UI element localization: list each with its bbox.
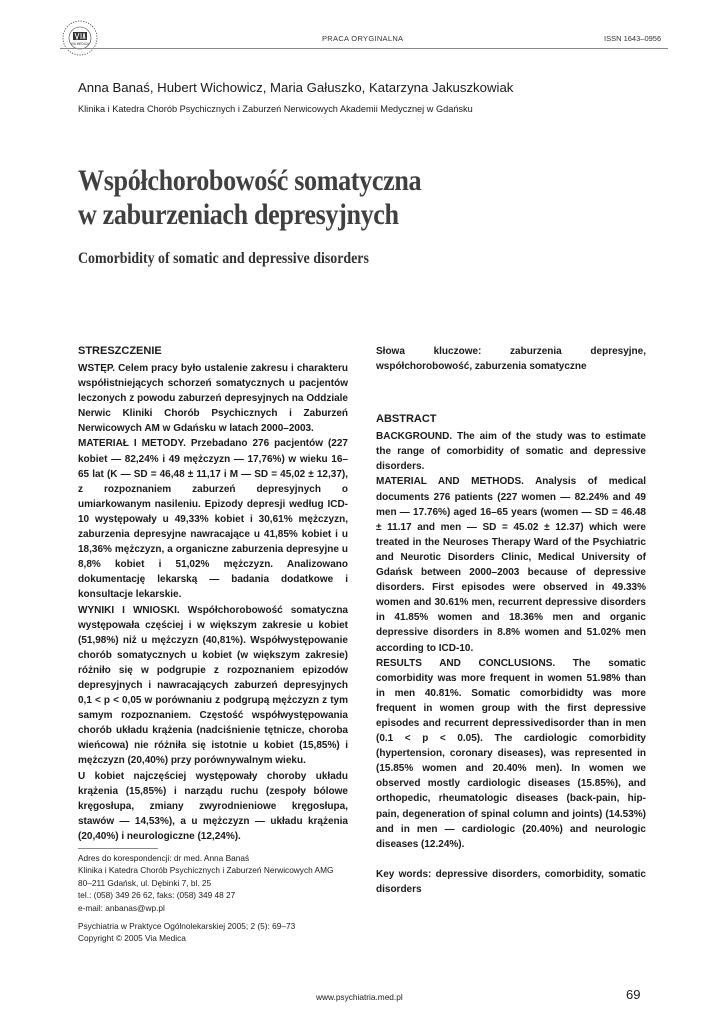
correspondence-footnote <box>78 852 368 945</box>
footnote-line: Klinika i Katedra Chorób Psychicznych i Zaburzeń Nerwicowych AMG <box>78 865 334 876</box>
slowa-kluczowe: Słowa kluczowe: zaburzenia depresyjne, współchorobowość, zaburzenia somatyczne <box>376 346 646 373</box>
journal-url[interactable]: www.psychiatria.med.pl <box>316 992 403 1002</box>
streszczenie-heading: STRESZCZENIE <box>78 345 162 357</box>
abstract-heading: ABSTRACT <box>376 413 437 426</box>
footnote-line: 80–211 Gdańsk, ul. Dębinki 7, bl. 25 <box>78 877 212 888</box>
article-title <box>78 164 421 232</box>
key-words: Key words: depressive disorders, comorbidity, somatic disorders <box>376 868 646 895</box>
footnote-email[interactable]: e-mail: anbanas@wp.pl <box>78 902 165 913</box>
streszczenie-metody: MATERIAŁ I METODY. Przebadano 276 pacjentów (227 kobiet — 82,24% i 49 mężczyzn — 17,76%) w wieku 16–65 lat (K — SD = 46,48 ± 11,17 i M — SD = 45,02 ± 12,37), z rozpoznaniem zaburzeń depresyjnych o umiarkowanym nasileniu. Epizody depresji według ICD-10 występowały u 49,33% kobiet i 30,61% mężczyzn, zaburzenia depresyjne nawracające u 41,85% kobiet i u 18,36% mężczyzn, a organiczne zaburzenia depresyjne u 8,8% kobiet i 51,02% mężczyzn. Analizowano dokumentację lekarską — badania dodatkowe i konsultacje lekarskie. <box>78 438 348 601</box>
footnote-line: Adres do korespondencji: dr med. Anna Banaś <box>78 853 250 863</box>
page-number: 69 <box>626 987 641 1002</box>
svg-text:VIA MEDICA: VIA MEDICA <box>70 42 90 46</box>
issn: ISSN 1643–0956 <box>604 34 662 43</box>
footnote-line: tel.: (058) 349 26 62, faks: (058) 349 48 27 <box>78 890 236 901</box>
abstract-background: BACKGROUND. The aim of the study was to estimate the range of comorbidity of somatic and depressive disorders. <box>376 431 646 473</box>
abstract-column <box>376 344 646 897</box>
article-subtitle: Comorbidity of somatic and depressive disorders <box>78 250 369 267</box>
section-label: PRACA ORYGINALNA <box>322 34 404 43</box>
abstract-results: RESULTS AND CONCLUSIONS. The somatic comorbidity was more frequent in women 51.98% than in men 40.81%. Somatic comorbididty was more frequent in women group with the first depressive episodes and recurrent depressivedisorder than in men (0.1 < p < 0.05). The cardiologic comorbidity (hypertension, coronary diseases), was represented in (15.85% women and 20.40% men). In women we observed mostly cardiologic diseases (15.85%), and orthopedic, rheumatologic diseases (back-pain, hip-pain, degeneration of spinal column and joints) (14.53%) and in men — cardiologic (20.40%) and neurologic diseases (12.24%). <box>376 657 646 850</box>
affiliation: Klinika i Katedra Chorób Psychicznych i Zaburzeń Nerwicowych Akademii Medycznej w Gdańsku <box>78 104 473 114</box>
header-divider <box>60 48 668 49</box>
streszczenie-wstep: WSTĘP. Celem pracy było ustalenie zakresu i charakteru współistniejących schorzeń somatycznych u pacjentów leczonych z powodu zaburzeń depresyjnych na Oddziale Nerwic Kliniki Chorób Psychicznych i Zaburzeń Nerwicowych AM w Gdańsku w latach 2000–2003. <box>78 363 348 435</box>
streszczenie-column <box>78 344 348 844</box>
streszczenie-wyniki-cont: U kobiet najczęściej występowały choroby układu krążenia (15,85%) i narządu ruchu (zespoły bólowe kręgosłupa, zmiany zwyrodnieniowe kręgosłupa, stawów — 14,53%), a u mężczyzn — układu krążenia (20,40%) i neurologiczne (12,24%). <box>78 770 348 842</box>
citation: Psychiatria w Praktyce Ogólnolekarskiej 2005; 2 (5): 69–73 <box>78 921 296 932</box>
title-line-2: w zaburzeniach depresyjnych <box>78 198 399 231</box>
via-medica-logo <box>60 18 100 58</box>
copyright: Copyright © 2005 Via Medica <box>78 933 186 944</box>
authors: Anna Banaś, Hubert Wichowicz, Maria Gałuszko, Katarzyna Jakuszkowiak <box>78 80 514 95</box>
title-line-1: Współchorobowość somatyczna <box>78 164 422 197</box>
abstract-methods: MATERIAL AND METHODS. Analysis of medical documents 276 patients (227 women — 82.24% and 49 men — 17.76%) aged 16–65 years (women — SD = 46.48 ± 11.17 and men — SD = 45.02 ± 12.37) which were treated in the Neuroses Therapy Ward of the Psychiatric and Neurotic Disorders Clinic, Medical University of Gdańsk between 2000–2003 because of depressive disorders. First episodes were observed in 49.33% women and 30.61% men, recurrent depressive disorders in 41.85% women and 18.36% men and organic depressive disorders in 8.8% women and 51.02% men according to ICD-10. <box>376 476 646 654</box>
footnote-divider <box>78 848 158 849</box>
streszczenie-wyniki: WYNIKI I WNIOSKI. Współchorobowość somatyczna występowała częściej i w większym zakresie u kobiet (51,98%) niż u mężczyzn (40,81%). Współwystępowanie chorób somatycznych u kobiet (w większym zakresie) różniło się w podgrupie z rozpoznaniem epizodów depresyjnych i nawracających zaburzeń depresyjnych 0,1 < p < 0,05 w porównaniu z podgrupą mężczyzn z tym samym rozpoznaniem. Częstość współwystępowania chorób układu krążenia (nadciśnienie tętnicze, choroba wieńcowa) nie różniła się istotnie u kobiet (15,85%) i mężczyzn (20,40%) przy porównywalnym wieku. <box>78 604 348 767</box>
